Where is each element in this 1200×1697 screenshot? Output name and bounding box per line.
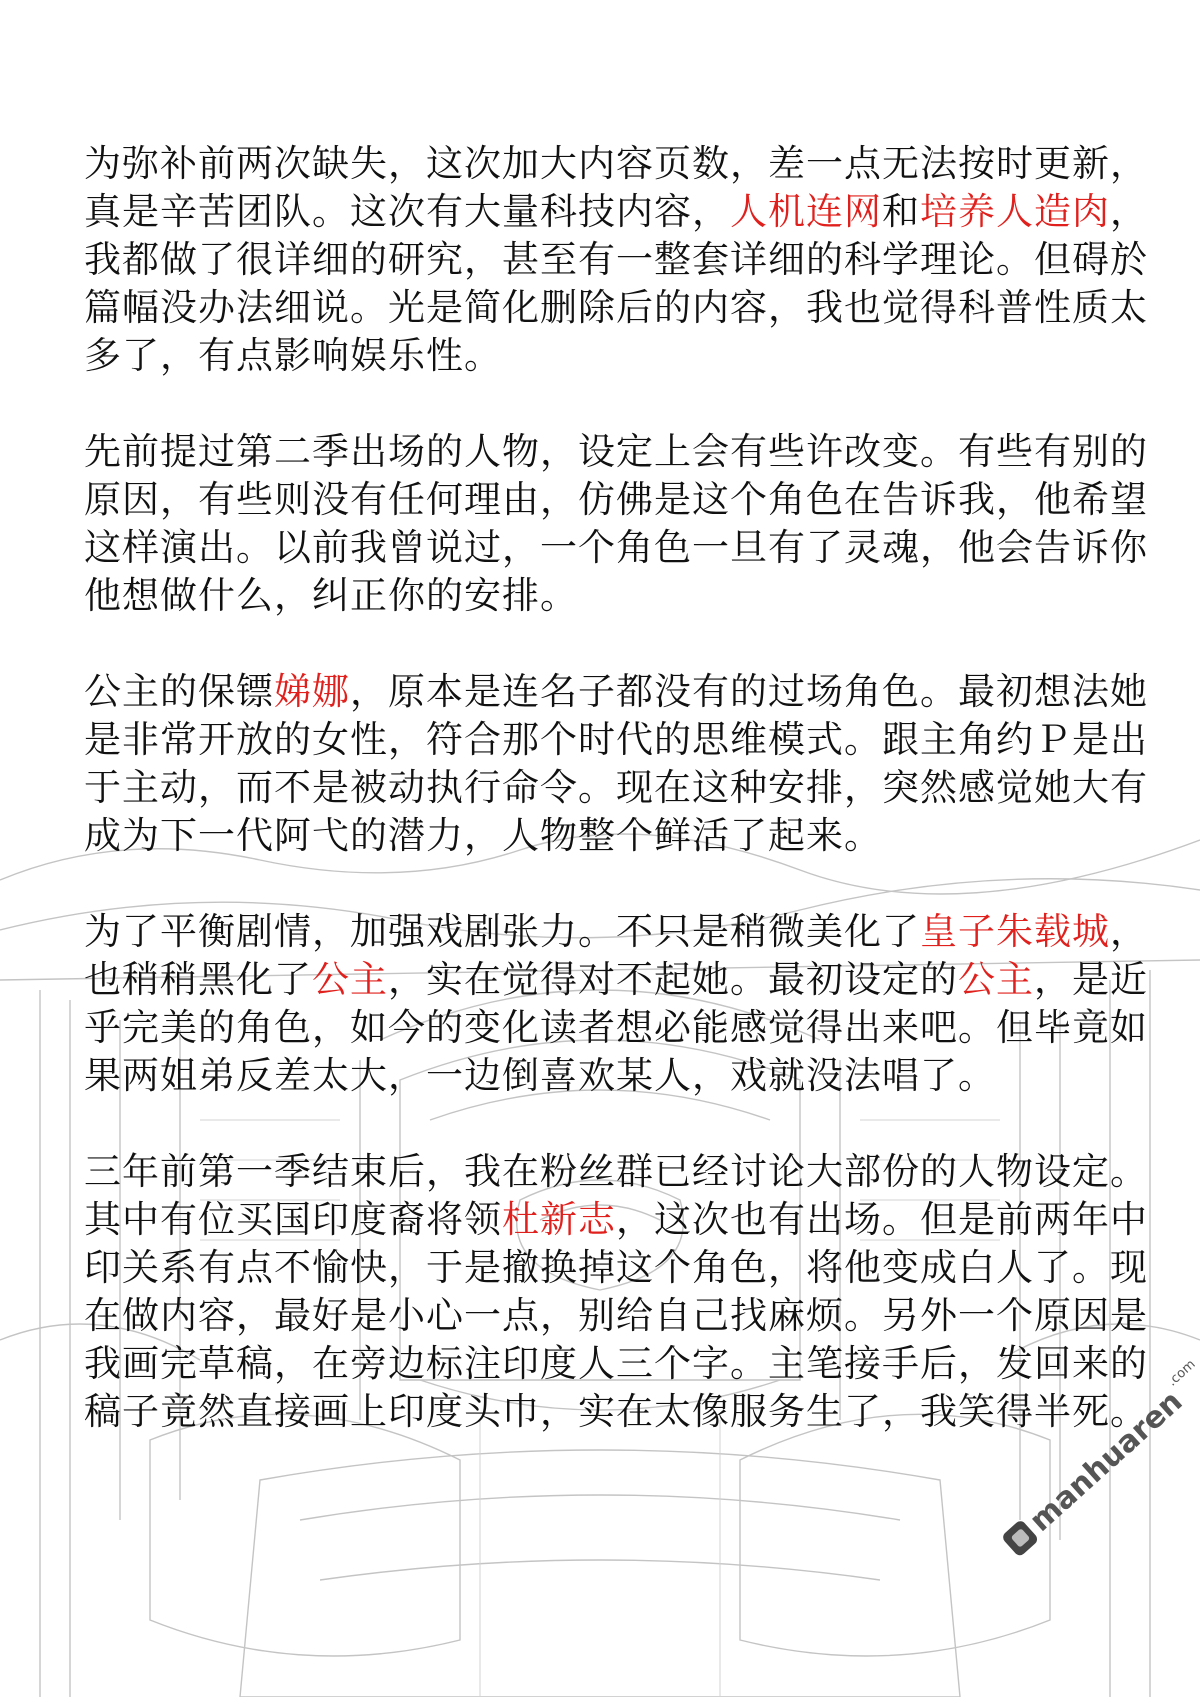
- text-segment: 印关系有点不愉快，于是撤换掉这个角色，将他变成白人了。现: [84, 1246, 1148, 1289]
- text-segment: ，实在觉得对不起她。最初设定的: [388, 958, 958, 1001]
- text-line: [84, 1196, 1148, 1244]
- highlighted-term: 公主: [958, 958, 1034, 1001]
- highlighted-term: 人机连网: [730, 190, 882, 233]
- text-segment: 真是辛苦团队。这次有大量科技内容，: [84, 190, 730, 233]
- text-line: [84, 140, 1148, 188]
- text-segment: 稿子竟然直接画上印度头巾，实在太像服务生了，我笑得半死。: [84, 1390, 1148, 1433]
- watermark-suffix: .com: [1164, 1356, 1199, 1390]
- highlighted-term: 培养人造肉: [920, 190, 1110, 233]
- paragraph: [84, 140, 1148, 380]
- text-segment: 三年前第一季结束后，我在粉丝群已经讨论大部份的人物设定。: [84, 1150, 1148, 1193]
- text-segment: 原因，有些则没有任何理由，仿佛是这个角色在告诉我，他希望: [84, 478, 1148, 521]
- highlighted-term: 杜新志: [502, 1198, 616, 1241]
- watermark-text: manhuaren: [1022, 1383, 1190, 1539]
- afterword-text: [84, 140, 1148, 1484]
- text-line: [84, 1004, 1148, 1052]
- text-line: [84, 524, 1148, 572]
- text-segment: 我画完草稿，在旁边标注印度人三个字。主笔接手后，发回来的: [84, 1342, 1148, 1385]
- paragraph: [84, 428, 1148, 620]
- text-segment: 先前提过第二季出场的人物，设定上会有些许改变。有些有别的: [84, 430, 1148, 473]
- text-segment: 公主的保镖: [84, 670, 274, 713]
- paragraph: [84, 1148, 1148, 1436]
- text-line: [84, 428, 1148, 476]
- text-segment: ，这次也有出场。但是前两年中: [616, 1198, 1148, 1241]
- text-segment: 果两姐弟反差太大，一边倒喜欢某人，戏就没法唱了。: [84, 1054, 996, 1097]
- text-segment: 是非常开放的女性，符合那个时代的思维模式。跟主角约Ｐ是出: [84, 718, 1148, 761]
- text-line: [84, 1148, 1148, 1196]
- text-segment: 于主动，而不是被动执行命令。现在这种安排，突然感觉她大有: [84, 766, 1148, 809]
- text-line: [84, 1388, 1148, 1436]
- text-line: [84, 716, 1148, 764]
- text-line: [84, 668, 1148, 716]
- text-segment: ，: [1110, 910, 1148, 953]
- text-line: [84, 908, 1148, 956]
- text-segment: 为了平衡剧情，加强戏剧张力。不只是稍微美化了: [84, 910, 920, 953]
- text-line: [84, 284, 1148, 332]
- text-line: [84, 1244, 1148, 1292]
- text-segment: 这样演出。以前我曾说过，一个角色一旦有了灵魂，他会告诉你: [84, 526, 1148, 569]
- text-line: [84, 476, 1148, 524]
- highlighted-term: 公主: [312, 958, 388, 1001]
- paragraph: [84, 908, 1148, 1100]
- text-line: [84, 812, 1114, 860]
- text-segment: 乎完美的角色，如今的变化读者想必能感觉得出来吧。但毕竟如: [84, 1006, 1148, 1049]
- text-segment: 我都做了很详细的研究，甚至有一整套详细的科学理论。但碍於: [84, 238, 1148, 281]
- text-segment: 也稍稍黑化了: [84, 958, 312, 1001]
- text-segment: 篇幅没办法细说。光是简化删除后的内容，我也觉得科普性质太: [84, 286, 1148, 329]
- text-segment: 多了，有点影响娱乐性。: [84, 334, 502, 377]
- text-segment: ，原本是连名子都没有的过场角色。最初想法她: [350, 670, 1148, 713]
- paragraph: [84, 668, 1148, 860]
- highlighted-term: 皇子朱载城: [920, 910, 1110, 953]
- text-segment: ，是近: [1034, 958, 1148, 1001]
- text-line: [84, 1052, 1114, 1100]
- highlighted-term: 娣娜: [274, 670, 350, 713]
- text-segment: 在做内容，最好是小心一点，别给自己找麻烦。另外一个原因是: [84, 1294, 1148, 1337]
- text-segment: 为弥补前两次缺失，这次加大内容页数，差一点无法按时更新，: [84, 142, 1148, 185]
- text-line: [84, 188, 1148, 236]
- text-line: [84, 332, 1114, 380]
- text-line: [84, 572, 1114, 620]
- text-segment: ，: [1110, 190, 1148, 233]
- text-line: [84, 956, 1148, 1004]
- text-line: [84, 236, 1148, 284]
- text-segment: 成为下一代阿弋的潜力，人物整个鲜活了起来。: [84, 814, 882, 857]
- text-segment: 他想做什么，纠正你的安排。: [84, 574, 578, 617]
- text-segment: 和: [882, 190, 920, 233]
- text-line: [84, 1340, 1148, 1388]
- text-segment: 其中有位买国印度裔将领: [84, 1198, 502, 1241]
- text-line: [84, 764, 1148, 812]
- text-line: [84, 1292, 1148, 1340]
